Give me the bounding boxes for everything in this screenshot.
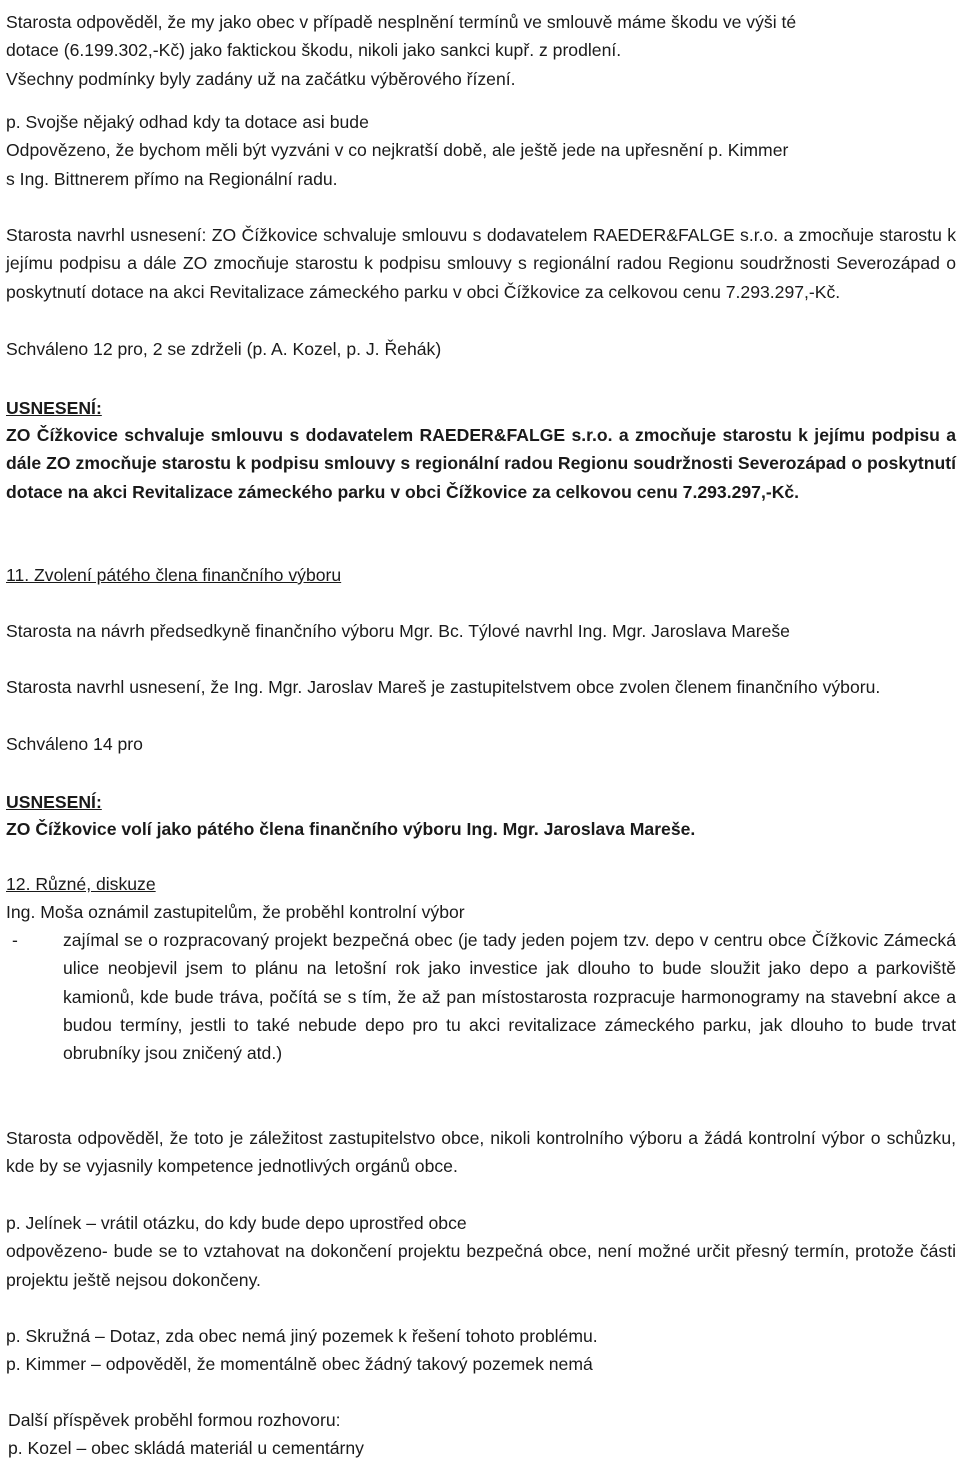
paragraph-navrh-usneseni-smlouva: Starosta navrhl usnesení: ZO Čížkovice schvaluje smlouvu s dodavatelem RAEDER&FALGE s.r.o. a zmocňuje starostu k jejímu podpisu a dále ZO zmocňuje starostu k podpisu smlouvy s regionální radou Regionu soudržnosti Severozápad o poskytnutí dotace na akci Revitalizace zámeckého parku v obci Čížkovice za celkovou cenu 7.293.297,-Kč. [6,225,956,302]
paragraph-mosa: Ing. Moša oznámil zastupitelům, že proběhl kontrolní výbor [6,902,465,922]
vote-result: Schváleno 14 pro [6,734,143,754]
list-item [6,926,956,1067]
paragraph-navrh-usneseni-mares: Starosta navrhl usnesení, že Ing. Mgr. Jaroslav Mareš je zastupitelstvem obce zvolen členem finančního výboru. [6,677,881,697]
text-line: p. Jelínek – vrátil otázku, do kdy bude depo uprostřed obce [6,1213,467,1233]
text-line: Starosta odpověděl, že my jako obec v případě nesplnění termínů ve smlouvě máme škodu ve výši té [6,12,797,32]
text-line: dotace (6.199.302,-Kč) jako faktickou škodu, nikoli jako sankci kupř. z prodlení. [6,40,622,61]
vote-result: Schváleno 12 pro, 2 se zdrželi (p. A. Kozel, p. J. Řehák) [6,339,442,359]
usneseni-smlouva: ZO Čížkovice schvaluje smlouvu s dodavatelem RAEDER&FALGE s.r.o. a zmocňuje starostu k jejímu podpisu a dále ZO zmocňuje starostu k podpisu smlouvy s regionální radou Regionu soudržnosti Severozápad o poskytnutí dotace na akci Revitalizace zámeckého parku v obci Čížkovice za celkovou cenu 7.293.297,-Kč. [6,425,956,502]
paragraph-jelinek [6,1209,956,1294]
text-line: p. Skružná – Dotaz, zda obec nemá jiný pozemek k řešení tohoto problému. [6,1326,598,1346]
usneseni-label: USNESENÍ: [6,792,102,812]
text-line: Všechny podmínky byly zadány už na začátku výběrového řízení. [6,68,516,89]
text-line: Odpovězeno, že bychom měli být vyzváni v co nejkratší době, ale ještě jede na upřesnění p. Kimmer [6,140,789,161]
paragraph-kozel [8,1406,958,1463]
list-item-text: zajímal se o rozpracovaný projekt bezpečná obec (je tady jeden pojem tzv. depo v centru obce Čížkovic Zámecká ulice neobjevil jsem to plánu na letošní rok jako investice jak dlouho to bude sloužit jako depo a parkoviště kamionů, kde bude tráva, počítá se s tím, že až pan místostarosta rozpracuje harmonogramy na stavební akce a budou termíny, jestli to také nebude depo pro tu akci revitalizace zámeckého parku, jak dlouho to bude trvat obrubníky jsou zničený atd.) [63,930,956,1064]
paragraph-navrh-mares: Starosta na návrh předsedkyně finančního výboru Mgr. Bc. Týlové navrhl Ing. Mgr. Jaroslava Mareše [6,621,790,641]
section-heading-12: 12. Různé, diskuze [6,874,156,894]
text-line: p. Svojše nějaký odhad kdy ta dotace asi bude [6,112,369,132]
usneseni-label: USNESENÍ: [6,398,102,418]
text-line: p. Kozel – obec skládá materiál u cementárny [8,1438,364,1459]
text-line: Další příspěvek proběhl formou rozhovoru: [8,1410,341,1430]
list-dash: - [12,930,18,950]
text-line: s Ing. Bittnerem přímo na Regionální radu. [6,168,338,189]
text-line: odpovězeno- bude se to vztahovat na dokončení projektu bezpečná obce, není možné určit přesný termín, protože části projektu ještě nejsou dokončeny. [6,1241,956,1290]
paragraph-skruzna [6,1322,956,1379]
paragraph-starosta-odpoved-kv: Starosta odpověděl, že toto je záležitost zastupitelstvo obce, nikoli kontrolního výboru a žádá kontrolní výbor o schůzku, kde by se vyjasnily kompetence jednotlivých orgánů obce. [6,1128,956,1177]
text-line: p. Kimmer – odpověděl, že momentálně obec žádný takový pozemek nemá [6,1354,593,1375]
section-heading-11: 11. Zvolení pátého člena finančního výboru [6,565,342,585]
paragraph-svojse [6,108,956,193]
paragraph-starosta-odpovedel [6,8,956,93]
usneseni-financni-vybor: ZO Čížkovice volí jako pátého člena finančního výboru Ing. Mgr. Jaroslava Mareše. [6,819,696,839]
